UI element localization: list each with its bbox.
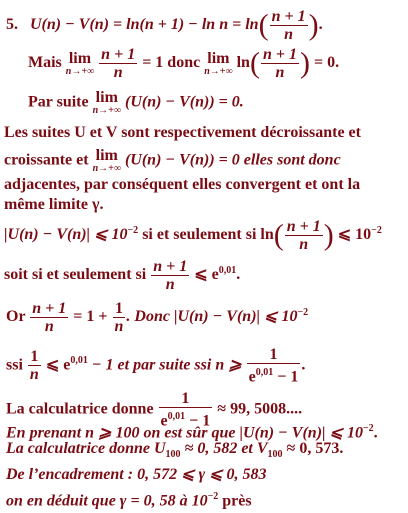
limit: lim n→+∞ [92, 89, 121, 116]
parsuite-line: Par suite lim n→+∞ (U(n) − V(n)) = 0. [28, 89, 244, 116]
paragraph-line-2: croissante et lim n→+∞ (U(n) − V(n)) = 0 elles sont donc [4, 147, 341, 174]
fraction: $\frac{n + 1}{n}$ [271, 8, 306, 43]
limit: lim n→+∞ [92, 147, 121, 174]
fraction: $\frac{1}{n}$ [114, 300, 124, 335]
mais-line: Mais lim n→+∞ $\frac{n + 1}{n}$ = 1 donc lim n→+∞ ln( $\frac{n + 1}{n}$ ) = 0. [28, 46, 340, 81]
fraction: $\frac{1}{e^{0,01} - 1}$ [248, 346, 299, 386]
part-number: 5. [6, 16, 18, 34]
limit: lim n→+∞ [204, 49, 233, 77]
ssi-line: ssi $\frac{1}{n}$ ⩽ $e^{0,01} - 1$ et par suite ssi n ⩾ $\frac{1}{e^{0,01} - 1}$ . [6, 346, 306, 386]
fraction: $\frac{n + 1}{n}$ [32, 300, 67, 335]
fraction: $\frac{n + 1}{n}$ [286, 218, 321, 253]
fraction: $\frac{n + 1}{n}$ [153, 258, 188, 293]
deduit-line: on en déduit que γ = 0, 58 à $10^{-2}$ près [6, 491, 252, 510]
paragraph-line-1: Les suites U et V sont respectivement décroissante et [4, 124, 361, 141]
calc-line: La calculatrice donne $\frac{1}{e^{0,01} - 1}$ ≈ 99, 5008.... [6, 390, 303, 430]
prenant-line: En prenant n ⩾ 100 on est sûr que |U(n) − V(n)| ⩽ $10^{-2}$. [6, 423, 378, 442]
paragraph-line-4: même limite γ. [4, 196, 104, 213]
inequality-line: |U(n) − V(n)| ⩽ $10^{-2}$ si et seulement si ln( $\frac{n + 1}{n}$ ) ⩽ $10^{-2}$ [4, 218, 382, 253]
soit-line: soit si et seulement si $\frac{n + 1}{n}$ ⩽ $e^{0,01}$. [4, 258, 241, 293]
calc2-line: La calculatrice donne $U_{100} \approx 0$, 582 et $V_{100} \approx 0$, 573. [6, 440, 344, 461]
part5-line: 5. U(n) − V(n) = ln(n + 1) − ln n = ln( $\frac{n + 1}{n}$ ). [6, 8, 323, 43]
fraction: $\frac{n + 1}{n}$ [262, 46, 297, 81]
fraction: $\frac{n + 1}{n}$ [101, 46, 136, 81]
fraction: $\frac{1}{n}$ [29, 348, 39, 384]
encadrement-line: De l’encadrement : 0, 572 ⩽ γ ⩽ 0, 583 [6, 466, 267, 483]
or-line: Or $\frac{n + 1}{n}$ = 1 + $\frac{1}{n}$ . Donc |U(n) − V(n)| ⩽ $10^{-2}$ [6, 300, 309, 335]
paragraph-line-3: adjacentes, par conséquent elles convergent et ont la [4, 176, 361, 193]
limit: lim n→+∞ [65, 49, 95, 77]
fraction: $\frac{1}{e^{0,01} - 1}$ [160, 390, 211, 430]
part5-equation: U(n) − V(n) = ln(n + 1) − ln n = ln [30, 16, 259, 34]
